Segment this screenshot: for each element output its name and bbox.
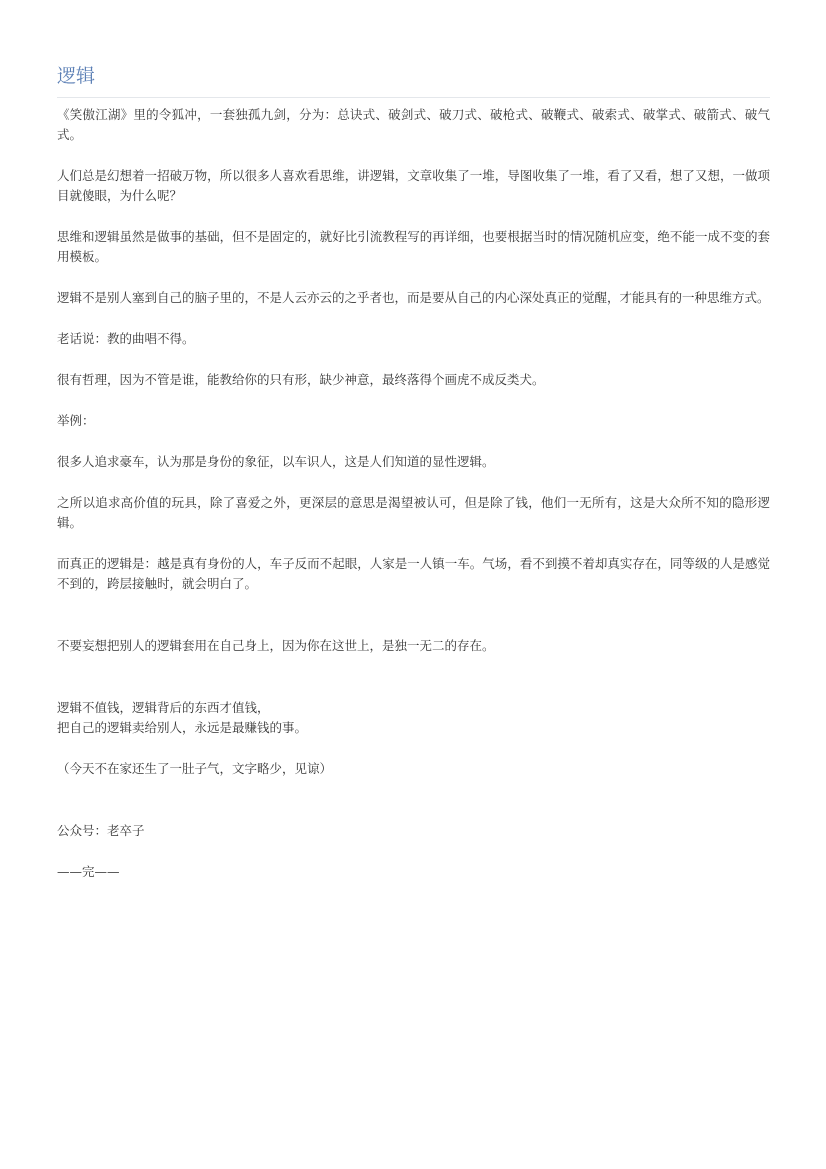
closing-line-2: 把自己的逻辑卖给别人，永远是最赚钱的事。 [57, 720, 308, 735]
paragraph-true-logic: 而真正的逻辑是：越是真有身份的人，车子反而不起眼，人家是一人镇一车。气场，看不到摸不着却真实存在，同等级的人是感觉不到的，跨层接触时，就会明白了。 [57, 556, 770, 591]
paragraph-awakening: 逻辑不是别人塞到自己的脑子里的，不是人云亦云的之乎者也，而是要从自己的内心深处真正的觉醒，才能具有的一种思维方式。 [57, 290, 770, 305]
paragraph-foundation: 思维和逻辑虽然是做事的基础，但不是固定的，就好比引流教程写的再详细，也要根据当时的情况随机应变，绝不能一成不变的套用模板。 [57, 229, 770, 264]
paragraph-unique: 不要妄想把别人的逻辑套用在自己身上，因为你在这世上，是独一无二的存在。 [57, 638, 495, 653]
closing-line-1: 逻辑不值钱，逻辑背后的东西才值钱， [57, 700, 270, 715]
paragraph-old-saying: 老话说：教的曲唱不得。 [57, 331, 195, 346]
article-page [57, 0, 770, 903]
account-line: 公众号：老卒子 [57, 823, 145, 838]
paragraph-explicit-logic: 很多人追求豪车，认为那是身份的象征，以车识人，这是人们知道的显性逻辑。 [57, 454, 495, 469]
article-body [57, 98, 770, 882]
end-mark: ——完—— [57, 864, 120, 879]
closing-quote [57, 698, 770, 738]
paragraph-fantasy: 人们总是幻想着一招破万物，所以很多人喜欢看思维，讲逻辑，文章收集了一堆，导图收集了一堆，看了又看，想了又想，一做项目就傻眼，为什么呢？ [57, 168, 770, 203]
paragraph-example-label: 举例： [57, 413, 95, 428]
paragraph-philosophy: 很有哲理，因为不管是谁，能教给你的只有形，缺少神意，最终落得个画虎不成反类犬。 [57, 372, 545, 387]
paragraph-hidden-logic: 之所以追求高价值的玩具，除了喜爱之外，更深层的意思是渴望被认可，但是除了钱，他们一无所有，这是大众所不知的隐形逻辑。 [57, 495, 770, 530]
author-note: （今天不在家还生了一肚子气，文字略少，见谅） [57, 761, 333, 776]
article-title: 逻辑 [57, 65, 96, 87]
paragraph-dugu-nine-swords: 《笑傲江湖》里的令狐冲，一套独孤九剑，分为：总诀式、破剑式、破刀式、破枪式、破鞭式、破索式、破掌式、破箭式、破气式。 [57, 107, 770, 142]
